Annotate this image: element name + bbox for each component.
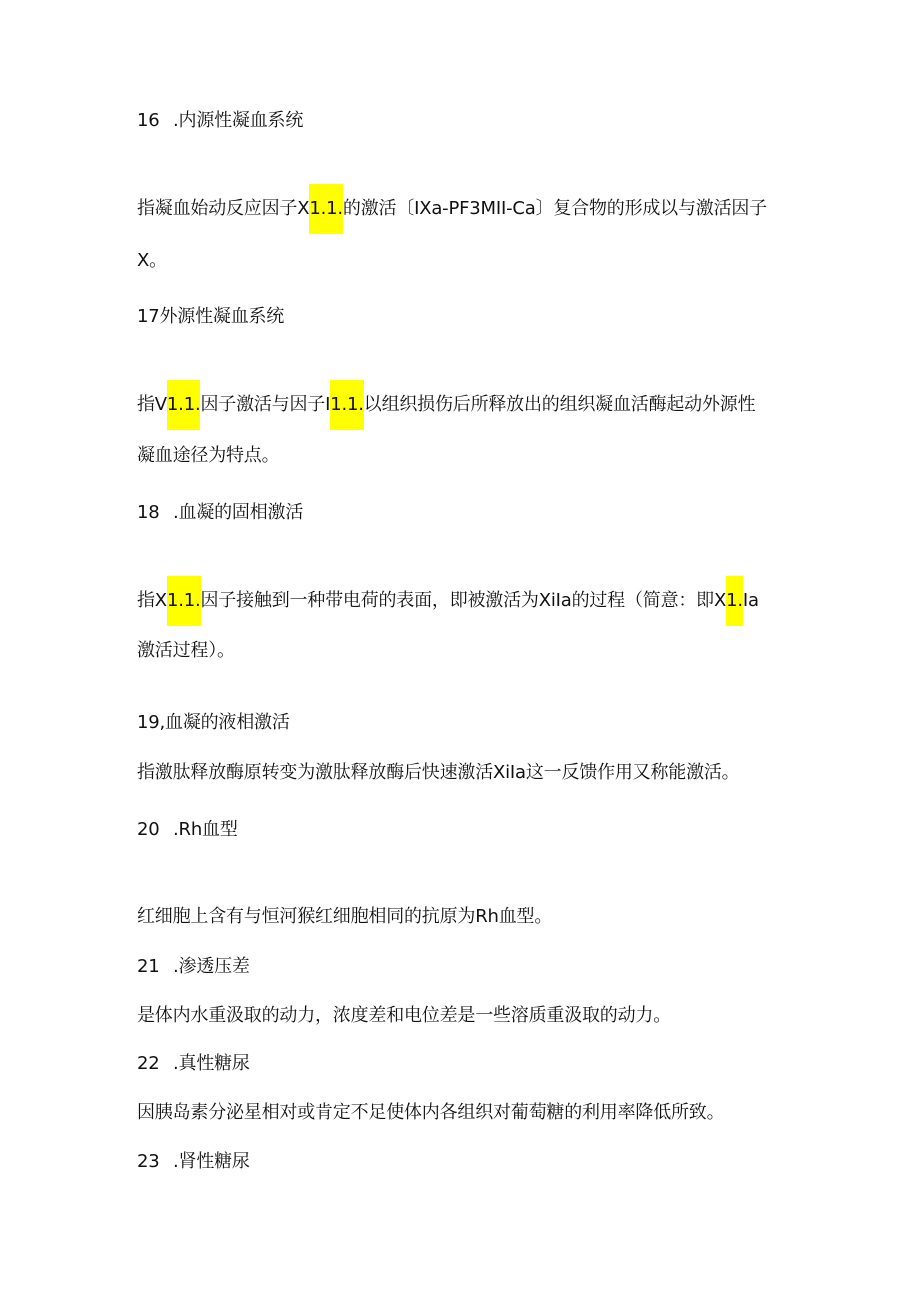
heading-23 [137,1149,250,1175]
paragraph-18-line-1 [137,588,759,614]
text-run: 以组织损伤后所释放出的组织凝血活酶起动外源性 [363,394,756,415]
highlight-mark: 1.1. [167,576,201,626]
paragraph-20-line-1 [137,904,552,930]
text-run: 因胰岛素分泌星相对或肯定不足使体内各组织对葡萄糖的利用率降低所致。 [137,1102,725,1123]
text-run: 是体内水重汲取的动力，浓度差和电位差是一些溶质重汲取的动力。 [137,1005,671,1026]
highlight-mark: 1.1. [330,380,364,430]
text-run: 指V [137,394,167,415]
heading-text: 19,血凝的液相激活 [137,712,290,733]
text-run: 激活过程）。 [137,640,235,661]
heading-text: 17外源性凝血系统 [137,306,285,327]
paragraph-19-line-1 [137,760,739,786]
text-run: 指X [137,590,167,611]
heading-number: 16 [137,110,160,131]
heading-number: 20 [137,819,160,840]
text-run: 凝血途径为特点。 [137,445,280,466]
heading-text: .真性糖尿 [173,1053,250,1074]
text-run: 红细胞上含有与恒河猴红细胞相同的抗原为Rh血型。 [137,906,553,927]
heading-19 [137,710,290,736]
heading-number: 18 [137,502,160,523]
paragraph-18-line-2 [137,638,235,664]
paragraph-17-line-1 [137,392,755,418]
heading-22 [137,1051,250,1077]
heading-17 [137,304,284,330]
text-run: 的激活〔IXa-PF3MII-Ca〕复合物的形成以与激活因子 [342,198,767,219]
heading-20 [137,817,238,843]
heading-number: 21 [137,956,160,977]
paragraph-16-line-2 [137,248,167,274]
highlight-mark: 1.1. [167,380,201,430]
heading-number: 23 [137,1151,160,1172]
heading-text: .内源性凝血系统 [173,110,304,131]
paragraph-21-line-1 [137,1003,671,1029]
heading-text: .渗透压差 [173,956,250,977]
heading-18 [137,500,303,526]
paragraph-17-line-2 [137,443,279,469]
text-run: 因子接触到一种带电荷的表面，即被激活为XiIa的过程（简意：即X [200,590,727,611]
text-run: Ia [742,590,759,611]
heading-16 [137,108,303,134]
highlight-mark: 1.1. [309,184,343,234]
highlight-mark: 1. [726,576,743,626]
paragraph-16-line-1 [137,196,767,222]
paragraph-22-line-1 [137,1100,724,1126]
heading-text: .血凝的固相激活 [173,502,304,523]
text-run: X。 [137,250,167,271]
text-run: 因子激活与因子I [200,394,331,415]
text-run: 指激肽释放酶原转变为激肽释放酶后快速激活XiIa这一反馈作用又称能激活。 [137,762,740,783]
heading-21 [137,954,250,980]
heading-number: 22 [137,1053,160,1074]
text-run: 指凝血始动反应因子X [137,198,310,219]
heading-text: .Rh血型 [173,819,238,840]
heading-text: .肾性糖尿 [173,1151,250,1172]
